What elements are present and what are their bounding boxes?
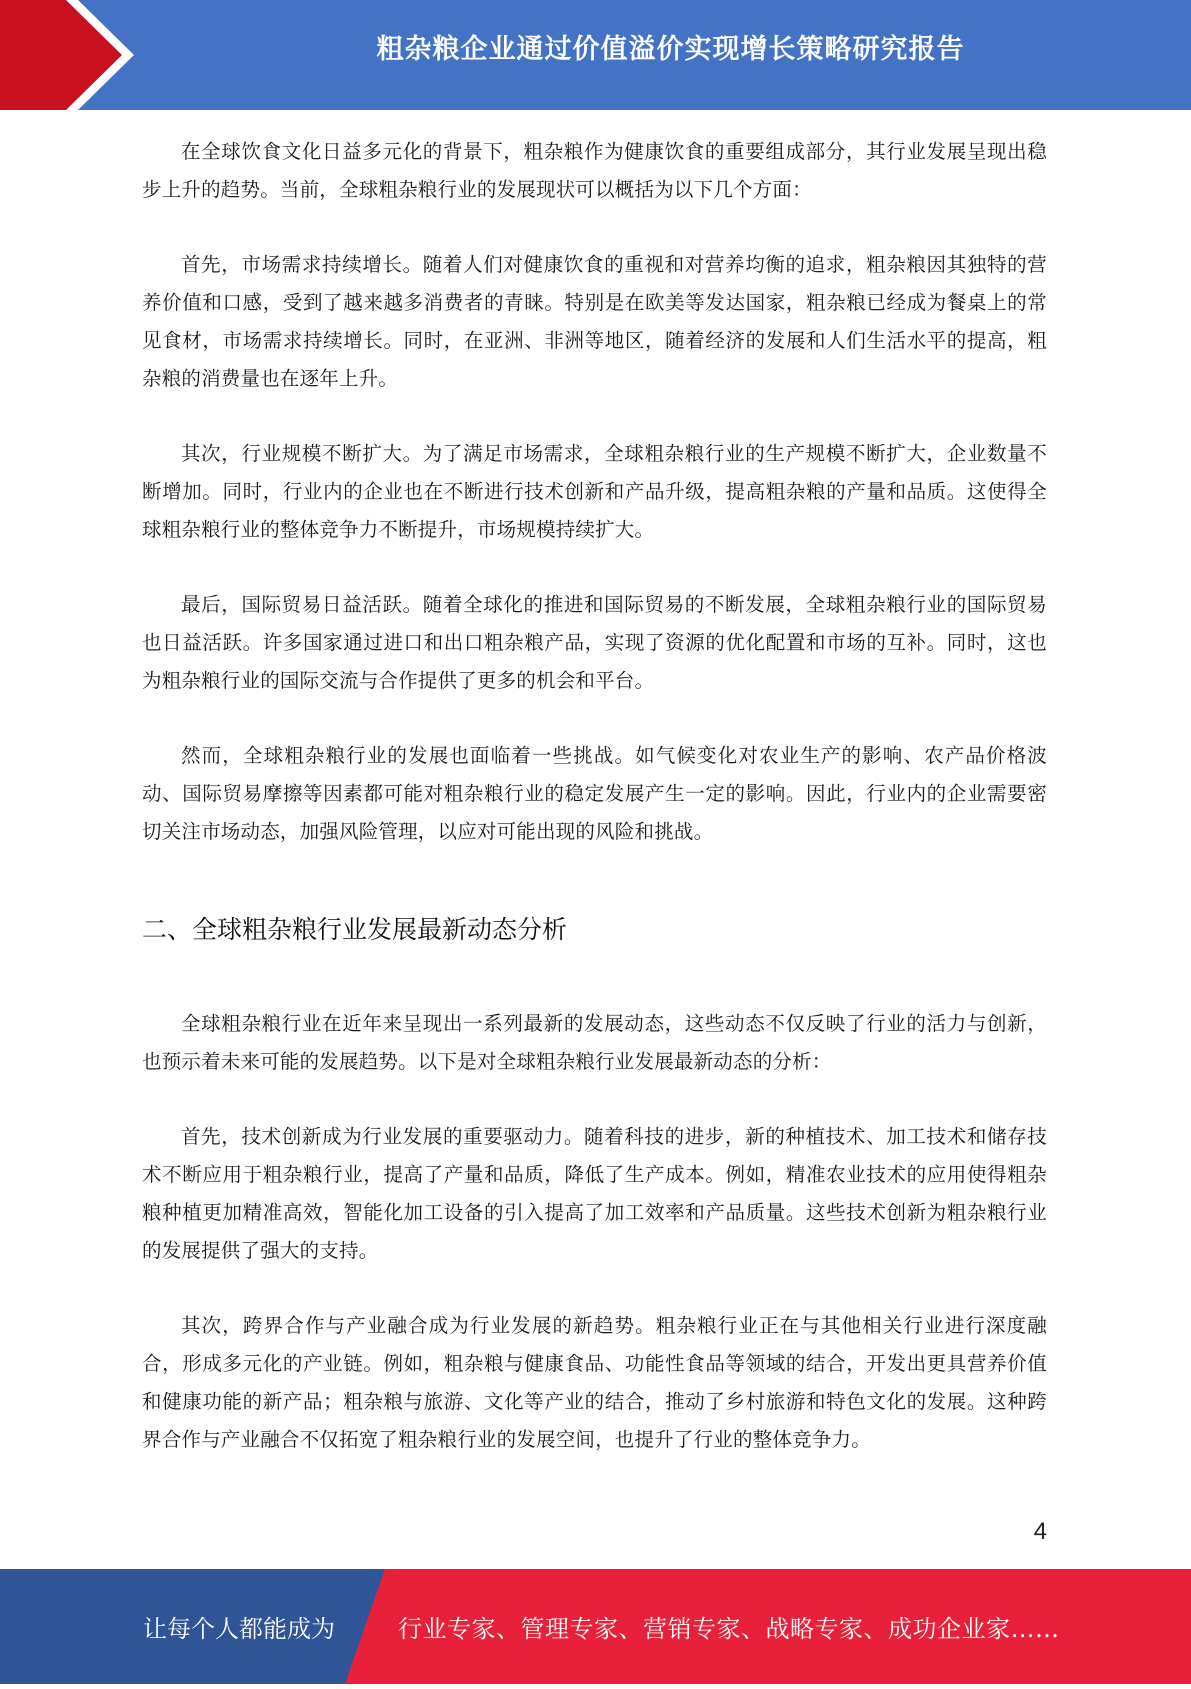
paragraph: 在全球饮食文化日益多元化的背景下，粗杂粮作为健康饮食的重要组成部分，其行业发展呈现出稳步上升的趋势。当前，全球粗杂粮行业的发展现状可以概括为以下几个方面： bbox=[142, 140, 1047, 201]
paragraph: 然而，全球粗杂粮行业的发展也面临着一些挑战。如气候变化对农业生产的影响、农产品价格波动、国际贸易摩擦等因素都可能对粗杂粮行业的稳定发展产生一定的影响。因此，行业内的企业需要密切关注市场动态，加强风险管理，以应对可能出现的风险和挑战。 bbox=[142, 744, 1047, 843]
report-title: 粗杂粮企业通过价值溢价实现增长策略研究报告 bbox=[376, 34, 965, 65]
footer-banner bbox=[0, 1569, 1191, 1684]
header-bar bbox=[0, 0, 1191, 110]
document-body bbox=[142, 133, 1047, 1496]
paragraph: 其次，跨界合作与产业融合成为行业发展的新趋势。粗杂粮行业正在与其他相关行业进行深度融合，形成多元化的产业链。例如，粗杂粮与健康食品、功能性食品等领域的结合，开发出更具营养价值和健康功能的新产品；粗杂粮与旅游、文化等产业的结合，推动了乡村旅游和特色文化的发展。这种跨界合作与产业融合不仅拓宽了粗杂粮行业的发展空间，也提升了行业的整体竞争力。 bbox=[142, 1314, 1047, 1451]
paragraph: 首先，市场需求持续增长。随着人们对健康饮食的重视和对营养均衡的追求，粗杂粮因其独特的营养价值和口感，受到了越来越多消费者的青睐。特别是在欧美等发达国家，粗杂粮已经成为餐桌上的常见食材，市场需求持续增长。同时，在亚洲、非洲等地区，随着经济的发展和人们生活水平的提高，粗杂粮的消费量也在逐年上升。 bbox=[142, 253, 1047, 390]
red-chevron-decoration bbox=[0, 0, 150, 110]
footer-slogan-left: 让每个人都能成为 bbox=[143, 1615, 335, 1643]
paragraph: 最后，国际贸易日益活跃。随着全球化的推进和国际贸易的不断发展，全球粗杂粮行业的国际贸易也日益活跃。许多国家通过进口和出口粗杂粮产品，实现了资源的优化配置和市场的互补。同时，这也为粗杂粮行业的国际交流与合作提供了更多的机会和平台。 bbox=[142, 593, 1047, 692]
paragraph: 其次，行业规模不断扩大。为了满足市场需求，全球粗杂粮行业的生产规模不断扩大，企业数量不断增加。同时，行业内的企业也在不断进行技术创新和产品升级，提高粗杂粮的产量和品质。这使得全球粗杂粮行业的整体竞争力不断提升，市场规模持续扩大。 bbox=[142, 442, 1047, 541]
paragraph: 全球粗杂粮行业在近年来呈现出一系列最新的发展动态，这些动态不仅反映了行业的活力与创新，也预示着未来可能的发展趋势。以下是对全球粗杂粮行业发展最新动态的分析： bbox=[142, 1012, 1047, 1073]
paragraph: 首先，技术创新成为行业发展的重要驱动力。随着科技的进步，新的种植技术、加工技术和储存技术不断应用于粗杂粮行业，提高了产量和品质，降低了生产成本。例如，精准农业技术的应用使得粗杂粮种植更加精准高效，智能化加工设备的引入提高了加工效率和产品质量。这些技术创新为粗杂粮行业的发展提供了强大的支持。 bbox=[142, 1125, 1047, 1262]
page-number: 4 bbox=[1033, 1518, 1047, 1545]
section-heading: 二、全球粗杂粮行业发展最新动态分析 bbox=[142, 915, 568, 944]
footer-slogan-right: 行业专家、管理专家、营销专家、战略专家、成功企业家…… bbox=[398, 1615, 1060, 1643]
